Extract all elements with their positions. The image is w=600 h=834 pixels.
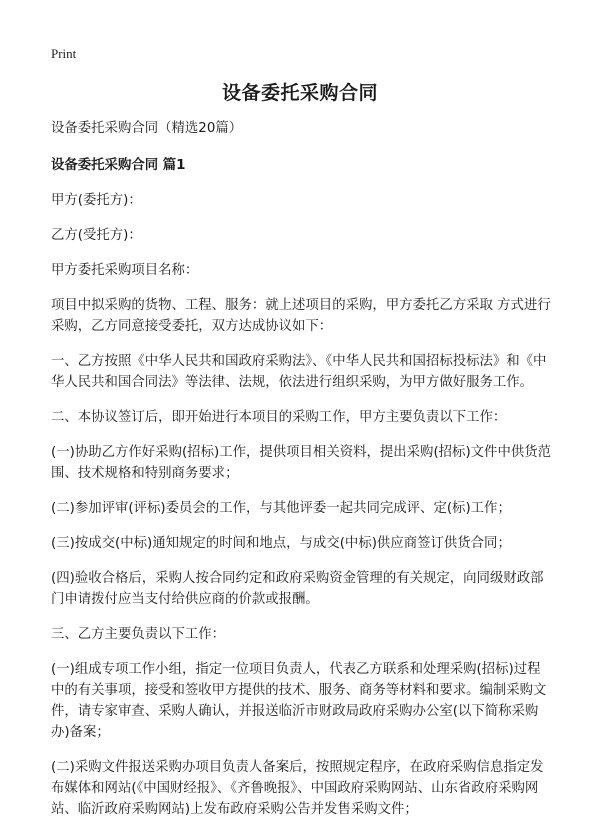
paragraph-clause-1: 一、乙方按照《中华人民共和国政府采购法》、《中华人民共和国招标投标法》和《中华人民共和国合同法》等法律、法规，依法进行组织采购，为甲方做好服务工作。 (51, 354, 547, 390)
paragraph-clause-3-2: (二)采购文件报送采购办项目负责人备案后，按照规定程序，在政府采购信息指定发布媒体和网站(《中国财经报》、《齐鲁晚报》、中国政府采购网站、山东省政府采购网站、临沂政府采购网站)上发布政府采购公告并发售采购文件； (51, 760, 544, 817)
paragraph-clause-3-1: (一)组成专项工作小组，指定一位项目负责人，代表乙方联系和处理采购(招标)过程中的有关事项，接受和签收甲方提供的技术、服务、商务等材料和要求。编制采购文件，请专家审查、采购人确认，并报送临沂市财政局政府采购办公室(以下简称采购办)备案； (51, 662, 547, 740)
paragraph-party-b: 乙方(受托方)： (51, 228, 142, 243)
paragraph-clause-2-3: (三)按成交(中标)通知规定的时间和地点，与成交(中标)供应商签订供货合同； (51, 536, 511, 551)
paragraph-clause-2-4: (四)验收合格后，采购人按合同约定和政府采购资金管理的有关规定，向同级财政部门申请拨付应当支付给供应商的价款或报酬。 (51, 571, 544, 607)
paragraph-clause-2-2: (二)参加评审(评标)委员会的工作，与其他评委一起共同完成评、定(标)工作； (51, 501, 511, 516)
paragraph-clause-3: 三、乙方主要负责以下工作： (51, 627, 226, 642)
print-link[interactable]: Print (51, 46, 77, 61)
document-subtitle: 设备委托采购合同（精选20篇） (51, 121, 243, 136)
page-title: 设备委托采购合同 (221, 82, 378, 104)
paragraph-intro: 项目中拟采购的货物、工程、服务：就上述项目的采购，甲方委托乙方采取 方式进行采购，乙方同意接受委托，双方达成协议如下： (51, 298, 551, 334)
paragraph-project-name: 甲方委托采购项目名称： (51, 263, 199, 278)
paragraph-clause-2-1: (一)协助乙方作好采购(招标)工作，提供项目相关资料，提出采购(招标)文件中供货范围、技术规格和特别商务要求； (51, 445, 552, 481)
paragraph-clause-2: 二、本协议签订后，即开始进行本项目的采购工作，甲方主要负责以下工作： (51, 410, 507, 425)
paragraph-party-a: 甲方(委托方)： (51, 193, 142, 208)
section-heading: 设备委托采购合同 篇1 (51, 158, 186, 173)
document-body (51, 118, 551, 834)
